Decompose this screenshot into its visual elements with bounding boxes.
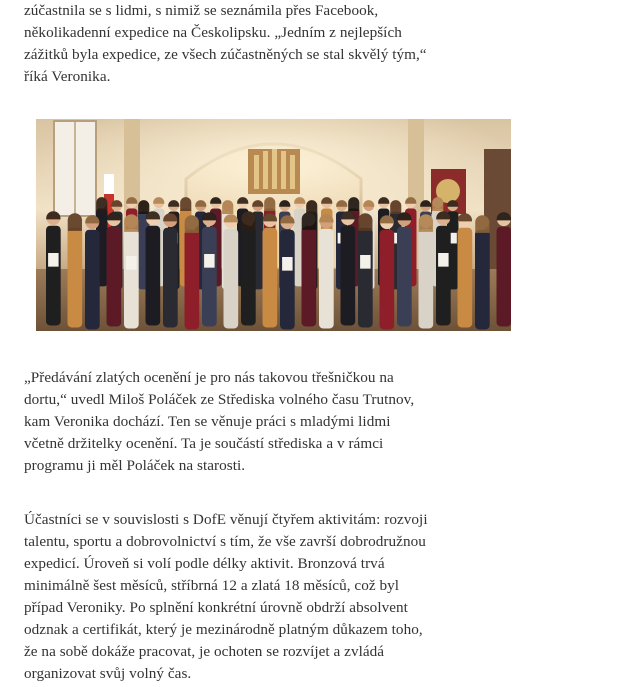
group-photo-illustration bbox=[36, 119, 511, 331]
paragraph-line: včetně držitelky ocenění. Ta je součástí střediska a v rámci bbox=[24, 435, 384, 452]
paragraph-line: expedicí. Úroveň si volí podle délky aktivit. Bronzová trvá bbox=[24, 555, 385, 572]
photo-person bbox=[302, 212, 317, 326]
paragraph-line: říká Veronika. bbox=[24, 68, 111, 85]
photo-person bbox=[280, 215, 295, 329]
photo-person bbox=[163, 213, 178, 327]
photo-person bbox=[497, 212, 512, 326]
photo-person bbox=[319, 214, 334, 328]
paragraph-line: Účastníci se v souvislosti s DofE věnují čtyřem aktivitám: rozvoji bbox=[24, 511, 428, 528]
article-paragraph-3 bbox=[24, 509, 428, 685]
photo-person bbox=[241, 211, 256, 325]
photo-person bbox=[380, 215, 395, 329]
paragraph-line: zážitků byla expedice, ze všech zúčastněných se stal skvělý tým,“ bbox=[24, 46, 427, 63]
paragraph-line: několikadenní expedice na Českolipsku. „Jedním z nejlepších bbox=[24, 24, 402, 41]
photo-organ bbox=[248, 149, 300, 194]
photo-person bbox=[124, 214, 139, 328]
paragraph-line: talentu, sportu a dobrovolnictví s tím, že vše završí dobrodružnou bbox=[24, 533, 426, 550]
photo-person bbox=[85, 215, 100, 329]
photo-person bbox=[419, 214, 434, 328]
article-paragraph-2 bbox=[24, 367, 414, 477]
photo-person bbox=[146, 211, 161, 325]
photo-person bbox=[107, 212, 122, 326]
paragraph-line: minimálně šest měsíců, stříbrná 12 a zlatá 18 měsíců, což byl bbox=[24, 577, 400, 594]
paragraph-line: kam Veronika dochází. Ten se věnuje práci s mladými lidmi bbox=[24, 413, 391, 430]
paragraph-line: „Předávání zlatých ocenění je pro nás takovou třešničkou na bbox=[24, 369, 394, 386]
paragraph-line: zúčastnila se s lidmi, s nimiž se seznámila přes Facebook, bbox=[24, 2, 379, 19]
photo-person bbox=[263, 213, 278, 327]
paragraph-line: programu ji měl Poláček na starosti. bbox=[24, 457, 246, 474]
photo-person bbox=[397, 212, 412, 326]
paragraph-line: organizovat svůj volný čas. bbox=[24, 665, 192, 682]
photo-person bbox=[458, 213, 473, 327]
photo-person bbox=[341, 211, 356, 325]
photo-person bbox=[202, 212, 217, 326]
photo-person bbox=[436, 211, 451, 325]
photo-person bbox=[475, 215, 490, 329]
photo-person bbox=[185, 215, 200, 329]
paragraph-line: případ Veroniky. Po splnění konkrétní úrovně obdrží absolvent bbox=[24, 599, 408, 616]
paragraph-line: že na sobě dokáže pracovat, je ochoten se rozvíjet a zvládá bbox=[24, 643, 385, 660]
photo-person bbox=[46, 211, 61, 325]
photo-person bbox=[358, 213, 373, 327]
paragraph-line: dortu,“ uvedl Miloš Poláček ze Střediska volného času Trutnov, bbox=[24, 391, 415, 408]
article-photo bbox=[36, 119, 511, 331]
photo-person bbox=[224, 214, 239, 328]
paragraph-line: odznak a certifikát, který je mezinárodně platným důkazem toho, bbox=[24, 621, 423, 638]
photo-person bbox=[68, 213, 83, 327]
article-paragraph-1 bbox=[24, 0, 427, 88]
